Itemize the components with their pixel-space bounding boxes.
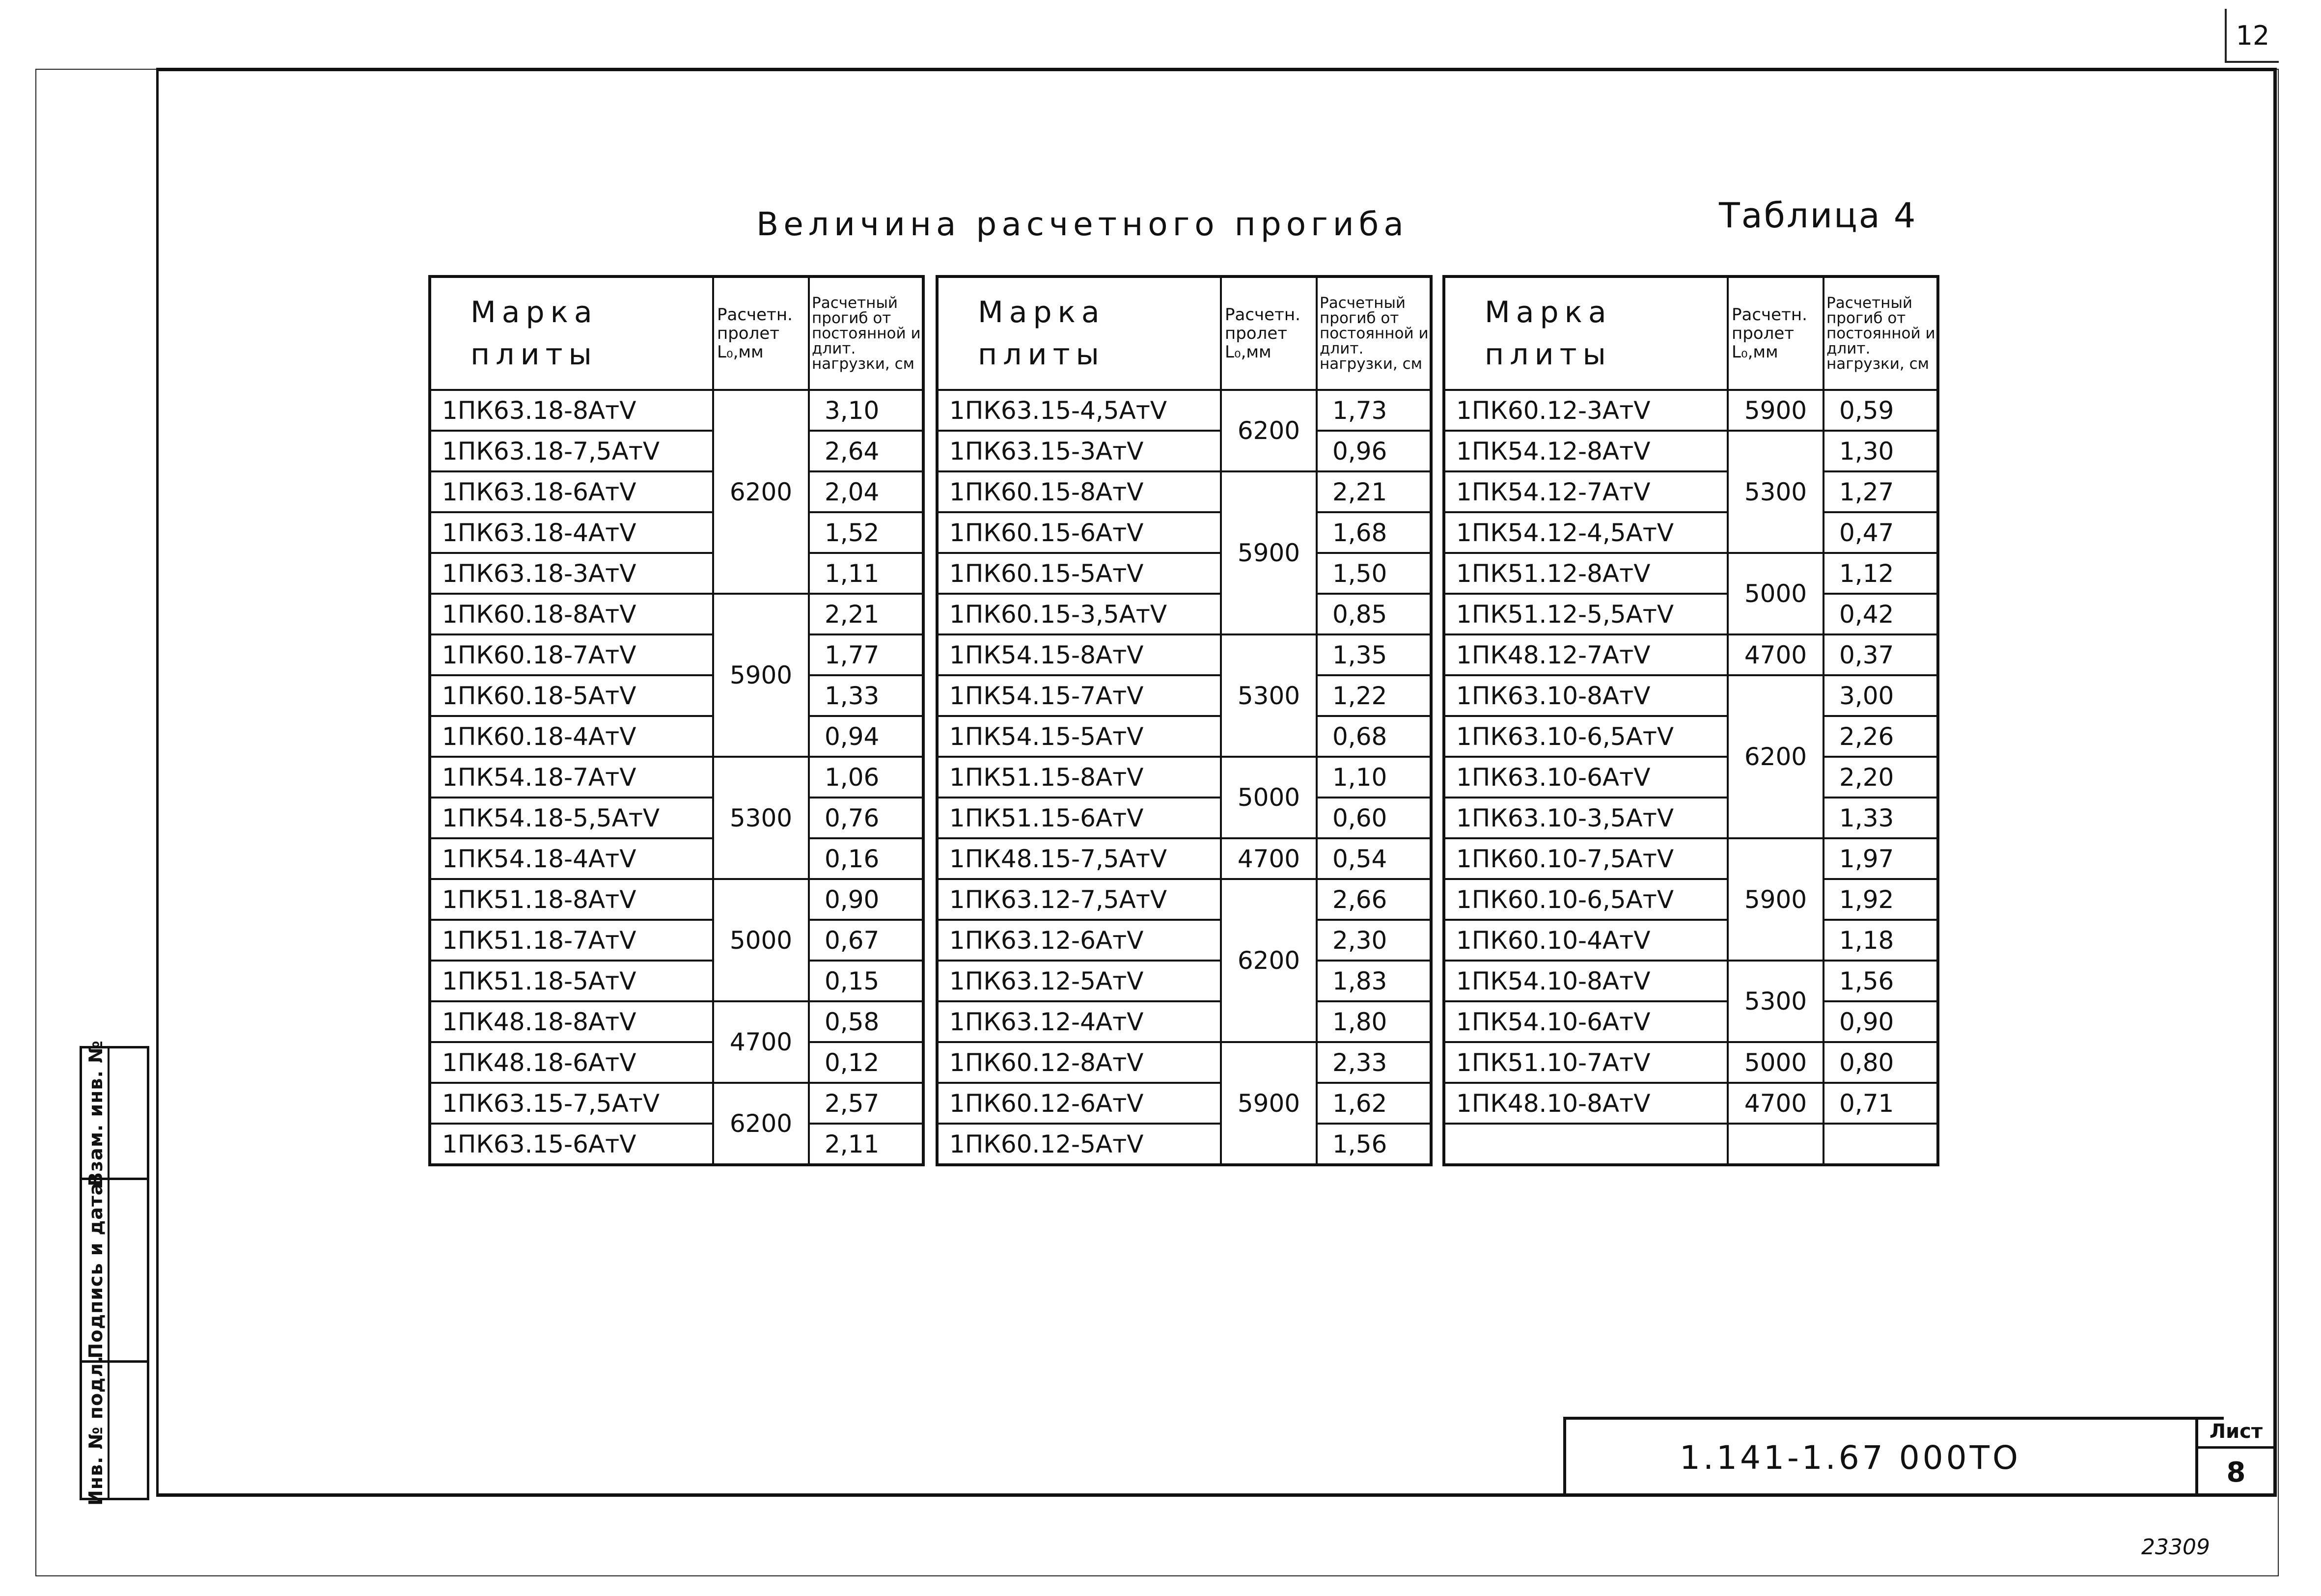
table-row: [1444, 838, 1938, 879]
plate-mark: 1ПК60.15-3,5АтV: [937, 594, 1221, 634]
plate-mark: 1ПК60.10-7,5АтV: [1444, 838, 1728, 879]
table-row: [937, 798, 1431, 838]
span-length: 6200: [1221, 390, 1317, 471]
deflection-value: 0,68: [1317, 716, 1431, 757]
plate-mark: 1ПК60.18-5АтV: [430, 675, 713, 716]
plate-mark: 1ПК54.12-4,5АтV: [1444, 512, 1728, 553]
table-row: [937, 594, 1431, 634]
deflection-value: 0,16: [809, 838, 923, 879]
deflection-value: 2,57: [809, 1083, 923, 1124]
header-span: Расчетн. пролет L₀,мм: [713, 276, 809, 390]
table-row: [1444, 471, 1938, 512]
plate-mark: 1ПК60.15-6АтV: [937, 512, 1221, 553]
deflection-value: 0,60: [1317, 798, 1431, 838]
signature-date-label: Подпись и дата: [85, 1182, 107, 1359]
span-length: 5300: [713, 757, 809, 879]
table-row: [430, 594, 923, 634]
deflection-value: 2,20: [1824, 757, 1938, 798]
deflection-value: 1,11: [809, 553, 923, 594]
plate-mark: 1ПК60.10-6,5АтV: [1444, 879, 1728, 920]
plate-mark: 1ПК63.18-6АтV: [430, 471, 713, 512]
span-length: 5300: [1728, 961, 1824, 1042]
span-length: 4700: [1221, 838, 1317, 879]
deflection-value: 1,12: [1824, 553, 1938, 594]
header-deflection: Расчетный прогиб от постоянной и длит. нагрузки, см: [809, 276, 923, 390]
plate-mark: 1ПК63.18-3АтV: [430, 553, 713, 594]
table-row: [937, 757, 1431, 798]
deflection-value: [1824, 1124, 1938, 1165]
plate-mark: 1ПК51.15-8АтV: [937, 757, 1221, 798]
table-row: [430, 390, 923, 431]
deflection-value: 0,71: [1824, 1083, 1938, 1124]
span-length: 5000: [713, 879, 809, 1001]
deflection-value: 0,90: [1824, 1001, 1938, 1042]
table-row: [1444, 512, 1938, 553]
deflection-value: 1,06: [809, 757, 923, 798]
plate-mark: 1ПК63.15-6АтV: [430, 1124, 713, 1165]
deflection-value: 1,18: [1824, 920, 1938, 961]
deflection-value: 0,67: [809, 920, 923, 961]
span-length: 5900: [1221, 471, 1317, 634]
deflection-value: 0,15: [809, 961, 923, 1001]
deflection-value: 0,37: [1824, 634, 1938, 675]
plate-mark: 1ПК54.10-8АтV: [1444, 961, 1728, 1001]
plate-mark: 1ПК54.12-7АтV: [1444, 471, 1728, 512]
header-span: Расчетн. пролет L₀,мм: [1221, 276, 1317, 390]
plate-mark: 1ПК51.18-5АтV: [430, 961, 713, 1001]
deflection-table-3: [1442, 275, 1939, 1166]
table-row: [430, 431, 923, 471]
deflection-value: 1,73: [1317, 390, 1431, 431]
deflection-value: 2,04: [809, 471, 923, 512]
deflection-value: 0,58: [809, 1001, 923, 1042]
deflection-value: 0,96: [1317, 431, 1431, 471]
plate-mark: 1ПК51.18-8АтV: [430, 879, 713, 920]
header-deflection: Расчетный прогиб от постоянной и длит. нагрузки, см: [1317, 276, 1431, 390]
table-row: [1444, 1001, 1938, 1042]
sheet-box: [2195, 1417, 2274, 1497]
table-row: [430, 1042, 923, 1083]
deflection-value: 0,59: [1824, 390, 1938, 431]
table-row: [430, 716, 923, 757]
plate-mark: 1ПК48.10-8АтV: [1444, 1083, 1728, 1124]
deflection-value: 1,80: [1317, 1001, 1431, 1042]
table-row: [937, 838, 1431, 879]
span-length: 5000: [1728, 1042, 1824, 1083]
corner-page-number: 12: [2225, 9, 2279, 63]
plate-mark: 1ПК54.18-4АтV: [430, 838, 713, 879]
table-row: [1444, 553, 1938, 594]
plate-mark: 1ПК51.10-7АтV: [1444, 1042, 1728, 1083]
plate-mark: 1ПК48.18-6АтV: [430, 1042, 713, 1083]
plate-mark: 1ПК63.12-5АтV: [937, 961, 1221, 1001]
deflection-value: 0,94: [809, 716, 923, 757]
span-length: [1728, 1124, 1824, 1165]
deflection-value: 0,80: [1824, 1042, 1938, 1083]
plate-mark: 1ПК63.10-3,5АтV: [1444, 798, 1728, 838]
plate-mark: 1ПК63.10-6АтV: [1444, 757, 1728, 798]
deflection-value: 0,76: [809, 798, 923, 838]
table-row: [937, 961, 1431, 1001]
table-row: [430, 471, 923, 512]
deflection-value: 2,21: [809, 594, 923, 634]
table-row: [430, 920, 923, 961]
deflection-value: 2,26: [1824, 716, 1938, 757]
span-length: 5000: [1728, 553, 1824, 634]
inv-orig-label: Инв. № подл.: [85, 1355, 107, 1506]
page-title: Величина расчетного прогиба: [756, 205, 1409, 243]
deflection-table-1: [428, 275, 925, 1166]
span-length: 4700: [713, 1001, 809, 1083]
plate-mark: 1ПК60.18-7АтV: [430, 634, 713, 675]
table-row: [937, 1124, 1431, 1165]
plate-mark: 1ПК51.12-8АтV: [1444, 553, 1728, 594]
plate-mark: 1ПК54.18-5,5АтV: [430, 798, 713, 838]
document-code: 1.141-1.67 000ТО: [1680, 1439, 2021, 1477]
span-length: 5300: [1728, 431, 1824, 553]
header-deflection: Расчетный прогиб от постоянной и длит. нагрузки, см: [1824, 276, 1938, 390]
header-mark: Марка плиты: [430, 276, 713, 390]
span-length: 5900: [1728, 838, 1824, 961]
table-row: [430, 798, 923, 838]
table-row: [430, 675, 923, 716]
plate-mark: 1ПК63.12-7,5АтV: [937, 879, 1221, 920]
side-cell-replace-inv: [82, 1040, 147, 1186]
deflection-table-2: [936, 275, 1433, 1166]
archive-number: 23309: [2141, 1535, 2210, 1560]
plate-mark: 1ПК54.12-8АтV: [1444, 431, 1728, 471]
plate-mark: 1ПК48.12-7АтV: [1444, 634, 1728, 675]
deflection-value: 1,52: [809, 512, 923, 553]
table-row: [1444, 879, 1938, 920]
table-row: [937, 1083, 1431, 1124]
span-length: 6200: [713, 1083, 809, 1165]
deflection-value: 0,85: [1317, 594, 1431, 634]
plate-mark: [1444, 1124, 1728, 1165]
deflection-value: 2,21: [1317, 471, 1431, 512]
table-row: [937, 920, 1431, 961]
plate-mark: 1ПК60.18-4АтV: [430, 716, 713, 757]
deflection-value: 2,33: [1317, 1042, 1431, 1083]
deflection-value: 2,30: [1317, 920, 1431, 961]
plate-mark: 1ПК63.10-6,5АтV: [1444, 716, 1728, 757]
deflection-value: 1,83: [1317, 961, 1431, 1001]
span-length: 5900: [1221, 1042, 1317, 1165]
plate-mark: 1ПК60.18-8АтV: [430, 594, 713, 634]
table-row: [430, 838, 923, 879]
plate-mark: 1ПК48.18-8АтV: [430, 1001, 713, 1042]
deflection-value: 0,12: [809, 1042, 923, 1083]
table-row: [430, 634, 923, 675]
plate-mark: 1ПК54.15-5АтV: [937, 716, 1221, 757]
table-row: [1444, 798, 1938, 838]
table-label: Таблица 4: [1719, 195, 1917, 236]
table-row: [937, 431, 1431, 471]
table-row: [937, 1042, 1431, 1083]
deflection-value: 1,10: [1317, 757, 1431, 798]
replace-inv-label: Взам. инв. №: [85, 1040, 107, 1186]
table-row: [430, 512, 923, 553]
table-row: [937, 390, 1431, 431]
plate-mark: 1ПК51.18-7АтV: [430, 920, 713, 961]
table-row: [1444, 716, 1938, 757]
plate-mark: 1ПК60.15-5АтV: [937, 553, 1221, 594]
plate-mark: 1ПК60.12-3АтV: [1444, 390, 1728, 431]
deflection-value: 1,30: [1824, 431, 1938, 471]
plate-mark: 1ПК60.12-8АтV: [937, 1042, 1221, 1083]
deflection-value: 1,92: [1824, 879, 1938, 920]
table-header-row: [1444, 276, 1938, 390]
table-row: [1444, 431, 1938, 471]
table-header-row: [430, 276, 923, 390]
table-row: [937, 1001, 1431, 1042]
deflection-value: 0,42: [1824, 594, 1938, 634]
plate-mark: 1ПК51.15-6АтV: [937, 798, 1221, 838]
table-row: [430, 1001, 923, 1042]
span-length: 5900: [1728, 390, 1824, 431]
plate-mark: 1ПК54.10-6АтV: [1444, 1001, 1728, 1042]
deflection-value: 0,90: [809, 879, 923, 920]
deflection-value: 2,64: [809, 431, 923, 471]
deflection-value: 0,54: [1317, 838, 1431, 879]
plate-mark: 1ПК63.15-3АтV: [937, 431, 1221, 471]
table-row: [1444, 1042, 1938, 1083]
table-row: [1444, 634, 1938, 675]
plate-mark: 1ПК63.18-8АтV: [430, 390, 713, 431]
span-length: 5000: [1221, 757, 1317, 838]
plate-mark: 1ПК63.12-6АтV: [937, 920, 1221, 961]
plate-mark: 1ПК63.18-4АтV: [430, 512, 713, 553]
table-row: [1444, 1083, 1938, 1124]
deflection-value: 1,77: [809, 634, 923, 675]
table-row: [430, 553, 923, 594]
deflection-value: 0,47: [1824, 512, 1938, 553]
side-cell-signature: [82, 1180, 147, 1363]
plate-mark: 1ПК48.15-7,5АтV: [937, 838, 1221, 879]
table-row: [430, 961, 923, 1001]
plate-mark: 1ПК54.18-7АтV: [430, 757, 713, 798]
deflection-value: 1,35: [1317, 634, 1431, 675]
span-length: 4700: [1728, 634, 1824, 675]
table-row: [937, 553, 1431, 594]
table-row: [430, 757, 923, 798]
deflection-value: 1,97: [1824, 838, 1938, 879]
deflection-value: 3,10: [809, 390, 923, 431]
table-row: [1444, 594, 1938, 634]
plate-mark: 1ПК60.10-4АтV: [1444, 920, 1728, 961]
span-length: 6200: [1221, 879, 1317, 1042]
span-length: 4700: [1728, 1083, 1824, 1124]
table-row: [1444, 390, 1938, 431]
span-length: 5300: [1221, 634, 1317, 757]
table-row: [430, 1083, 923, 1124]
plate-mark: 1ПК63.15-4,5АтV: [937, 390, 1221, 431]
table-row: [430, 1124, 923, 1165]
deflection-value: 2,11: [809, 1124, 923, 1165]
plate-mark: 1ПК63.12-4АтV: [937, 1001, 1221, 1042]
deflection-value: 1,33: [1824, 798, 1938, 838]
deflection-value: 2,66: [1317, 879, 1431, 920]
table-row: [1444, 675, 1938, 716]
plate-mark: 1ПК60.15-8АтV: [937, 471, 1221, 512]
header-mark: Марка плиты: [1444, 276, 1728, 390]
deflection-value: 1,22: [1317, 675, 1431, 716]
table-row: [1444, 1124, 1938, 1165]
table-header-row: [937, 276, 1431, 390]
table-row: [937, 634, 1431, 675]
deflection-value: 1,56: [1317, 1124, 1431, 1165]
deflection-value: 1,68: [1317, 512, 1431, 553]
deflection-value: 1,27: [1824, 471, 1938, 512]
table-row: [1444, 757, 1938, 798]
deflection-value: 1,62: [1317, 1083, 1431, 1124]
table-row: [430, 879, 923, 920]
plate-mark: 1ПК51.12-5,5АтV: [1444, 594, 1728, 634]
sheet-number: 8: [2226, 1457, 2246, 1488]
plate-mark: 1ПК63.18-7,5АтV: [430, 431, 713, 471]
deflection-value: 3,00: [1824, 675, 1938, 716]
table-row: [937, 879, 1431, 920]
table-row: [937, 512, 1431, 553]
span-length: 5900: [713, 594, 809, 757]
deflection-value: 1,50: [1317, 553, 1431, 594]
plate-mark: 1ПК60.12-6АтV: [937, 1083, 1221, 1124]
plate-mark: 1ПК54.15-7АтV: [937, 675, 1221, 716]
side-cell-inv-orig: [82, 1355, 147, 1506]
table-row: [937, 675, 1431, 716]
deflection-value: 1,33: [809, 675, 923, 716]
span-length: 6200: [1728, 675, 1824, 838]
table-row: [937, 716, 1431, 757]
side-stamp: [80, 1040, 149, 1506]
span-length: 6200: [713, 390, 809, 594]
plate-mark: 1ПК60.12-5АтV: [937, 1124, 1221, 1165]
plate-mark: 1ПК54.15-8АтV: [937, 634, 1221, 675]
plate-mark: 1ПК63.15-7,5АтV: [430, 1083, 713, 1124]
sheet-label: Лист: [2198, 1417, 2274, 1449]
table-row: [1444, 920, 1938, 961]
plate-mark: 1ПК63.10-8АтV: [1444, 675, 1728, 716]
header-mark: Марка плиты: [937, 276, 1221, 390]
table-row: [937, 471, 1431, 512]
table-row: [1444, 961, 1938, 1001]
deflection-value: 1,56: [1824, 961, 1938, 1001]
header-span: Расчетн. пролет L₀,мм: [1728, 276, 1824, 390]
